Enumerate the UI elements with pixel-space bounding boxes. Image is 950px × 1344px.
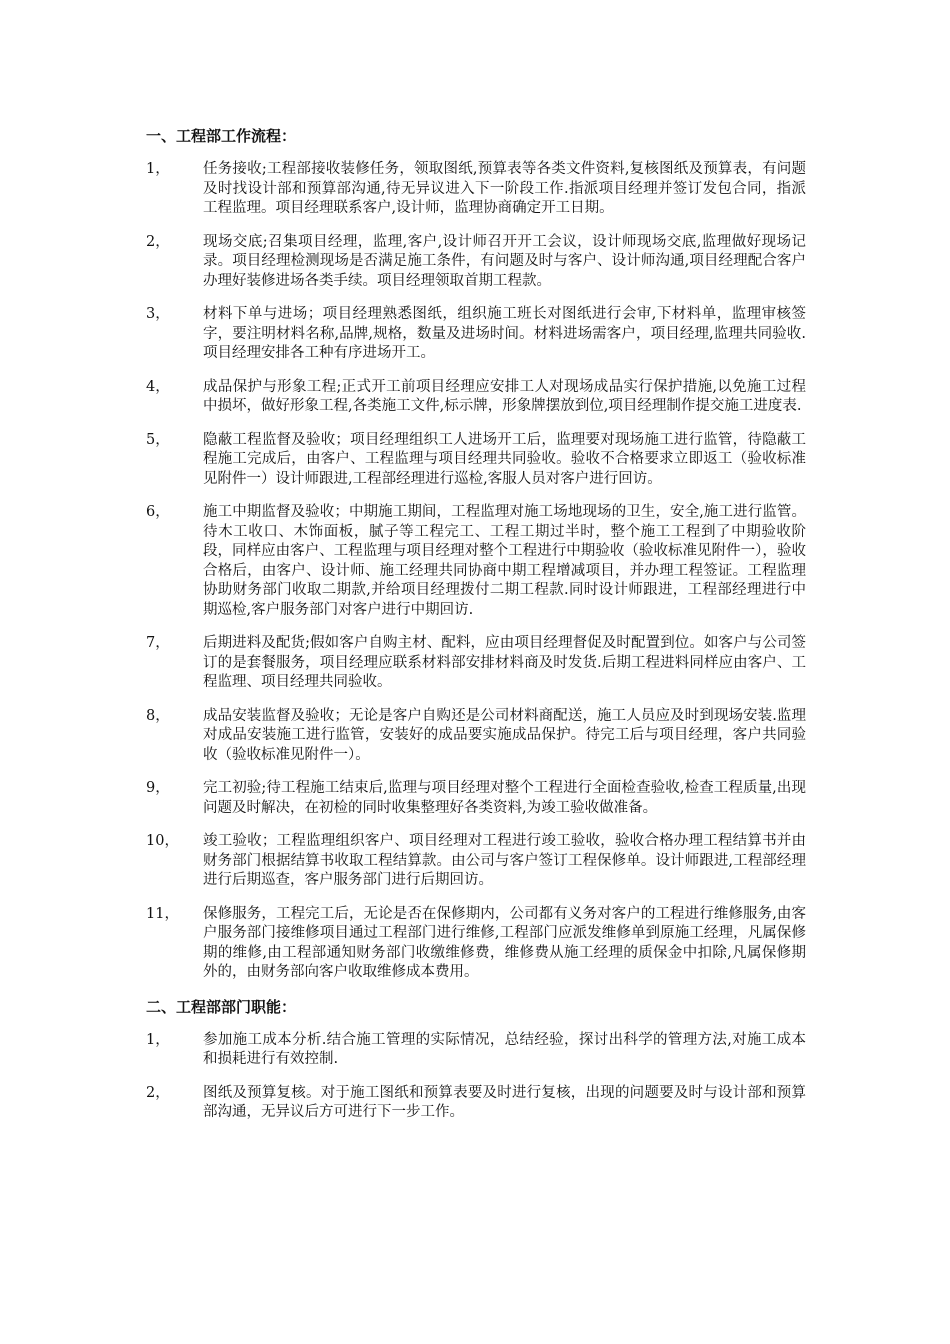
item-number: 4， — [146, 378, 170, 395]
item-number: 11， — [146, 905, 179, 922]
item-number: 2， — [146, 1084, 170, 1101]
item-text: 现场交底;召集项目经理，监理,客户,设计师召开开工会议，设计师现场交底,监理做好现场记录。项目经理检测现场是否满足施工条件，有问题及时与客户、设计师沟通,项目经理配合客户办理好装修进场各类手续。项目经理领取首期工程款。 — [203, 233, 806, 289]
item-number: 9， — [146, 780, 170, 796]
list-item — [146, 832, 806, 891]
section-title-functions: 二、工程部部门职能： — [146, 997, 297, 1016]
list-item — [146, 378, 806, 417]
list-item — [146, 503, 806, 620]
item-number: 1， — [146, 161, 170, 177]
item-text: 施工中期监督及验收；中期施工期间，工程监理对施工场地现场的卫生，安全,施工进行监管。待木工收口、木饰面板，腻子等工程完工、工程工期过半时，整个施工工程到了中期验收阶段，同样应由客户、工程监理与项目经理对整个工程进行中期验收（验收标准见附件一），验收合格后，由客户、设计师、施工经理共同协商中期工程增减项目，并办理工程签证。工程监理协助财务部门收取二期款,并给项目经理拨付二期工程款.同时设计师跟进，工程部经理进行中期巡检,客户服务部门对客户进行中期回访. — [203, 504, 806, 618]
item-text: 完工初验;待工程施工结束后,监理与项目经理对整个工程进行全面检查验收,检查工程质量,出现问题及时解决，在初检的同时收集整理好各类资料,为竣工验收做准备。 — [203, 780, 806, 816]
list-item — [146, 431, 806, 490]
item-text: 保修服务，工程完工后，无论是否在保修期内，公司都有义务对客户的工程进行维修服务,由客户服务部门接维修项目通过工程部门进行维修,工程部门应派发维修单到原施工经理，凡属保修期的维修,由工程部通知财务部门收缴维修费，维修费从施工经理的质保金中扣除,凡属保修期外的，由财务部向客户收取维修成本费用。 — [203, 905, 806, 980]
section-title-workflow: 一、工程部工作流程： — [146, 127, 297, 145]
list-item — [146, 1031, 806, 1070]
item-number: 7， — [146, 635, 170, 651]
list-item — [146, 160, 806, 219]
item-number: 8， — [146, 707, 170, 724]
item-text: 竣工验收；工程监理组织客户、项目经理对工程进行竣工验收，验收合格办理工程结算书并由财务部门根据结算书收取工程结算款。由公司与客户签订工程保修单。设计师跟进,工程部经理进行后期巡查，客户服务部门进行后期回访。 — [203, 833, 806, 888]
item-text: 隐蔽工程监督及验收；项目经理组织工人进场开工后，监理要对现场施工进行监管，待隐蔽工程施工完成后，由客户、工程监理与项目经理共同验收。验收不合格要求立即返工（验收标准见附件一）设计师跟进,工程部经理进行巡检,客服人员对客户进行回访。 — [203, 431, 806, 487]
list-item — [146, 707, 806, 766]
list-item — [146, 779, 806, 818]
item-number: 5， — [146, 431, 170, 448]
list-item — [146, 233, 806, 292]
list-item — [146, 905, 806, 983]
item-number: 10， — [146, 833, 179, 849]
document-page — [146, 126, 806, 1137]
item-text: 成品安装监督及验收；无论是客户自购还是公司材料商配送，施工人员应及时到现场安装.监理对成品安装施工进行监管，安装好的成品要实施成品保护。待完工后与项目经理，客户共同验收（验收标准见附件一）。 — [203, 707, 806, 763]
list-item — [146, 1084, 806, 1123]
item-text: 后期进料及配货;假如客户自购主材、配料，应由项目经理督促及时配置到位。如客户与公司签订的是套餐服务，项目经理应联系材料部安排材料商及时发货.后期工程进料同样应由客户、工程监理、项目经理共同验收。 — [203, 635, 806, 690]
item-number: 6， — [146, 504, 170, 520]
item-number: 2， — [146, 233, 170, 250]
list-item — [146, 305, 806, 364]
item-text: 参加施工成本分析.结合施工管理的实际情况，总结经验，探讨出科学的管理方法,对施工成本和损耗进行有效控制. — [203, 1031, 806, 1067]
item-text: 图纸及预算复核。对于施工图纸和预算表要及时进行复核，出现的问题要及时与设计部和预算部沟通，无异议后方可进行下一步工作。 — [203, 1084, 806, 1120]
item-number: 3， — [146, 306, 170, 322]
item-text: 材料下单与进场；项目经理熟悉图纸，组织施工班长对图纸进行会审,下材料单，监理审核签字，要注明材料名称,品牌,规格，数量及进场时间。材料进场需客户，项目经理,监理共同验收.项目经理安排各工种有序进场开工。 — [203, 306, 806, 361]
item-text: 任务接收;工程部接收装修任务，领取图纸,预算表等各类文件资料,复核图纸及预算表，有问题及时找设计部和预算部沟通,待无异议进入下一阶段工作.指派项目经理并签订发包合同，指派工程监理。项目经理联系客户,设计师，监理协商确定开工日期。 — [203, 161, 806, 216]
item-number: 1， — [146, 1031, 170, 1048]
item-text: 成品保护与形象工程;正式开工前项目经理应安排工人对现场成品实行保护措施,以免施工过程中损坏，做好形象工程,各类施工文件,标示牌，形象牌摆放到位,项目经理制作提交施工进度表. — [203, 378, 806, 414]
list-item — [146, 634, 806, 693]
